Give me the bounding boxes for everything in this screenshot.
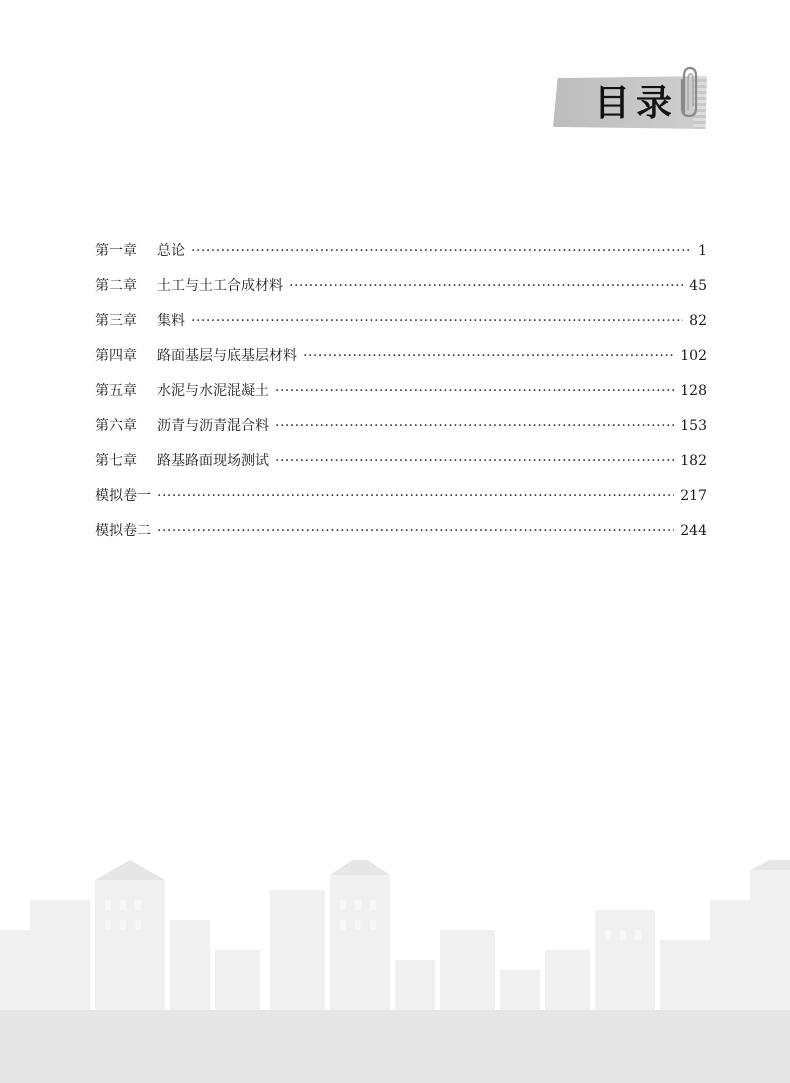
page-number: 82 bbox=[689, 313, 707, 329]
paperclip-icon bbox=[672, 64, 702, 120]
dot-leader bbox=[157, 516, 674, 546]
dot-leader bbox=[275, 411, 674, 441]
dot-leader bbox=[303, 341, 674, 371]
dot-leader bbox=[157, 481, 674, 511]
page-number: 244 bbox=[680, 523, 707, 539]
toc-entry-chapter-1[interactable] bbox=[95, 236, 707, 271]
page-number: 128 bbox=[680, 383, 707, 399]
dot-leader bbox=[191, 306, 683, 336]
toc-entry-chapter-6[interactable] bbox=[95, 411, 707, 446]
chapter-number: 第六章 bbox=[95, 418, 137, 434]
chapter-number: 第二章 bbox=[95, 278, 137, 294]
toc-entry-chapter-2[interactable] bbox=[95, 271, 707, 306]
chapter-title: 总论 bbox=[157, 243, 185, 259]
chapter-number: 第四章 bbox=[95, 348, 137, 364]
chapter-title: 水泥与水泥混凝土 bbox=[157, 383, 269, 399]
toc-entry-mock-exam-2[interactable] bbox=[95, 516, 707, 551]
chapter-title: 集料 bbox=[157, 313, 185, 329]
chapter-title: 模拟卷二 bbox=[95, 523, 151, 539]
chapter-title: 土工与土工合成材料 bbox=[157, 278, 283, 294]
toc-entry-mock-exam-1[interactable] bbox=[95, 481, 707, 516]
chapter-title: 沥青与沥青混合料 bbox=[157, 418, 269, 434]
toc-entry-chapter-3[interactable] bbox=[95, 306, 707, 341]
page-number: 217 bbox=[680, 488, 707, 504]
dot-leader bbox=[275, 446, 674, 476]
table-of-contents bbox=[95, 236, 707, 551]
chapter-title: 路面基层与底基层材料 bbox=[157, 348, 297, 364]
toc-entry-chapter-5[interactable] bbox=[95, 376, 707, 411]
toc-entry-chapter-7[interactable] bbox=[95, 446, 707, 481]
toc-entry-chapter-4[interactable] bbox=[95, 341, 707, 376]
chapter-number: 第一章 bbox=[95, 243, 137, 259]
chapter-title: 模拟卷一 bbox=[95, 488, 151, 504]
chapter-title: 路基路面现场测试 bbox=[157, 453, 269, 469]
chapter-number: 第三章 bbox=[95, 313, 137, 329]
page-title: 目录 bbox=[594, 83, 679, 124]
chapter-number: 第七章 bbox=[95, 453, 137, 469]
dot-leader bbox=[289, 271, 683, 301]
dot-leader bbox=[191, 236, 691, 266]
page-number: 102 bbox=[680, 348, 707, 364]
page-number: 45 bbox=[689, 278, 707, 294]
page-number: 182 bbox=[680, 453, 707, 469]
page-number: 1 bbox=[698, 243, 707, 259]
city-skyline-background bbox=[0, 860, 790, 1083]
chapter-number: 第五章 bbox=[95, 383, 137, 399]
page-number: 153 bbox=[680, 418, 707, 434]
dot-leader bbox=[275, 376, 674, 406]
